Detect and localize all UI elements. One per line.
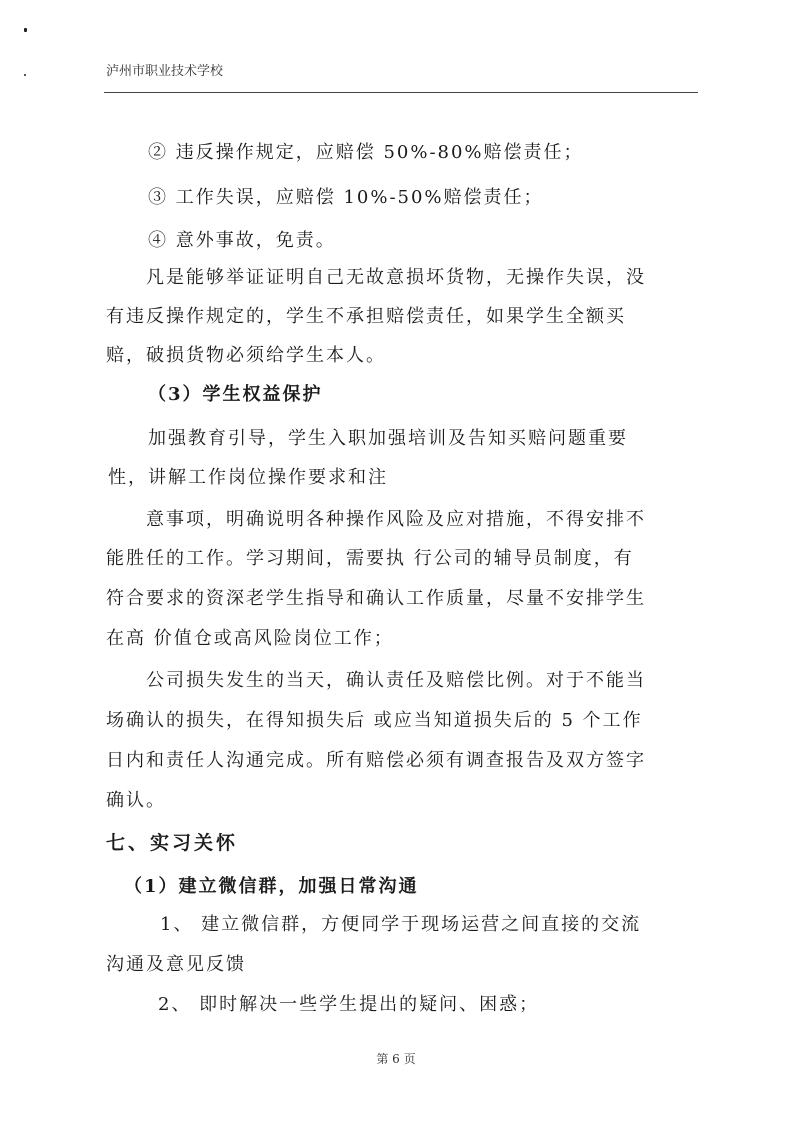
list-item: 2、 即时解决一些学生提出的疑问、困惑； <box>158 994 540 1015</box>
subheading: （3）学生权益保护 <box>148 384 323 405</box>
paragraph-line: 公司损失发生的当天，确认责任及赔偿比例。对于不能当 <box>146 670 646 691</box>
scan-mark <box>24 74 26 76</box>
paragraph-line: 日内和责任人沟通完成。所有赔偿必须有调查报告及双方签字 <box>106 750 646 771</box>
list-item: ③ 工作失误，应赔偿 10%-50%赔偿责任； <box>148 187 544 208</box>
paragraph-line: 意事项，明确说明各种操作风险及应对措施，不得安排不 <box>146 509 646 530</box>
paragraph-line: 符合要求的资深老学生指导和确认工作质量，尽量不安排学生 <box>106 588 646 609</box>
paragraph-line: 能胜任的工作。学习期间，需要执 行公司的辅导员制度，有 <box>106 548 634 569</box>
paragraph-line: 性，讲解工作岗位操作要求和注 <box>108 467 388 488</box>
section-heading: 七、实习关怀 <box>106 832 239 854</box>
list-item: ② 违反操作规定，应赔偿 50%-80%赔偿责任； <box>148 142 584 163</box>
paragraph-line: 加强教育引导，学生入职加强培训及告知买赔问题重要 <box>148 428 628 449</box>
paragraph-line: 确认。 <box>106 790 166 811</box>
header-school-name: 泸州市职业技术学校 <box>106 64 224 79</box>
list-item: ④ 意外事故，免责。 <box>148 230 336 251</box>
paragraph-line: 有违反操作规定的，学生不承担赔偿责任，如果学生全额买 <box>106 306 626 327</box>
header-divider <box>104 92 698 93</box>
scan-mark <box>24 28 27 32</box>
paragraph-line: 沟通及意见反馈 <box>106 954 246 975</box>
subheading: （1）建立微信群，加强日常沟通 <box>124 876 419 897</box>
page-number: 第 6 页 <box>376 1052 416 1066</box>
list-item: 1、 建立微信群，方便同学于现场运营之间直接的交流 <box>160 914 642 935</box>
paragraph-line: 在高 价值仓或高风险岗位工作； <box>106 628 394 649</box>
paragraph-line: 凡是能够举证证明自己无故意损坏货物，无操作失误，没 <box>146 267 646 288</box>
paragraph-line: 场确认的损失，在得知损失后 或应当知道损失后的 5 个工作 <box>106 710 643 731</box>
paragraph-line: 赔，破损货物必须给学生本人。 <box>106 345 386 366</box>
